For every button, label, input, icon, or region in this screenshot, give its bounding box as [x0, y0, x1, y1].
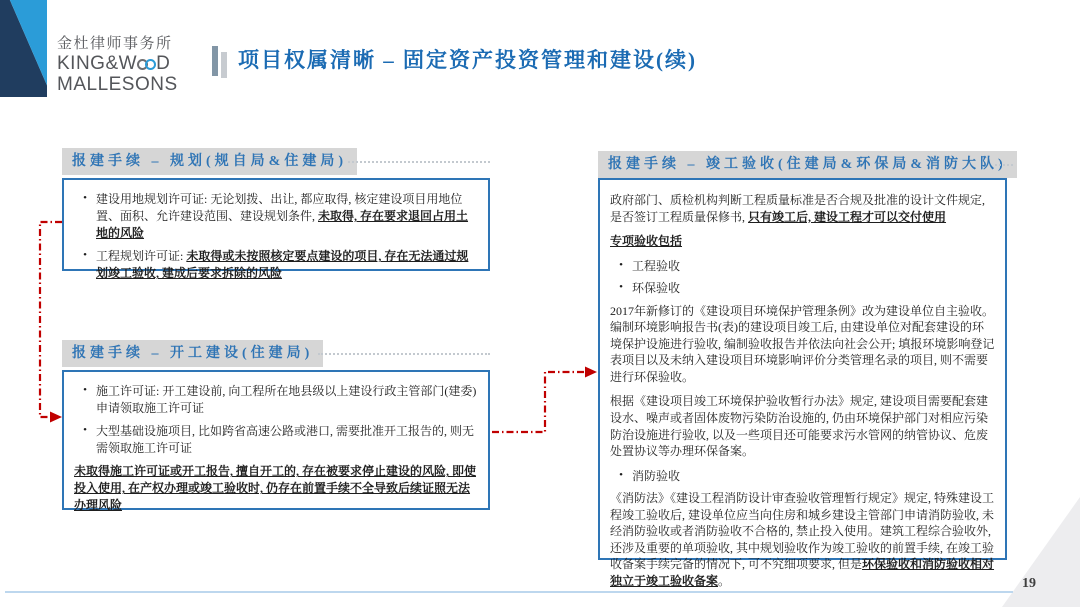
bullet-item [610, 280, 995, 297]
text-segment: 未取得或未按照核定要点建设的项目, 存在无法通过规划竣工验收, 建成后要求拆除的风险 [96, 249, 469, 281]
bullet-item [74, 383, 478, 417]
section-header-construction: 报建手续 – 开工建设(住建局) [62, 340, 323, 367]
text-segment: 《消防法》《建设工程消防设计审查验收管理暂行规定》规定, 特殊建设工程竣工验收后, 建设单位应当向住房和城乡建设主管部门申请消防验收, 未经消防验收或者消防验收不合格的, 禁止投入使用。建筑工程综合验收外, 还涉及重要的单项验收, 其中规划验收作为竣工验收的前置手续, 在竣工验收备案手续完备的情况下, 可不究细项要求, 但是 [610, 491, 995, 572]
bullet-item [74, 191, 478, 242]
bullet-dot-icon: • [83, 384, 87, 396]
bullet-dot-icon: • [83, 249, 87, 262]
bullet-text [96, 191, 478, 242]
acceptance-content [610, 192, 995, 589]
paragraph [610, 303, 995, 386]
bullet-dot-icon: • [619, 468, 623, 481]
bullet-item [74, 423, 478, 457]
bullet-text [96, 248, 478, 282]
text-segment: 。 [718, 573, 731, 588]
title-block [212, 44, 697, 78]
text-segment: 根据《建设项目竣工环境保护验收暂行办法》规定, 建设项目需要配套建设水、噪声或者固体废物污染防治设施的, 仍由环境保护部门对相应污染防治设施进行验收, 以及一些项目还可能要求污水管网的纳管协议、危废处置协议等办理环保备案。 [610, 394, 989, 459]
firm-logo [57, 36, 178, 95]
text-segment: 政府部门、质检机构判断工程质量标准是否合规及批准的设计文件规定, 是否签订工程质量保修书, [610, 193, 986, 224]
text-segment: 专项验收包括 [610, 234, 683, 249]
footer-line [5, 591, 1013, 593]
text-segment: 大型基础设施项目, 比如跨省高速公路或港口, 需要批准开工报告的, 则无需领取施工许可证 [96, 424, 475, 456]
firm-name-chinese: 金杜律师事务所 [57, 35, 173, 52]
text-segment: 工程验收 [632, 258, 681, 273]
bullet-text [96, 423, 478, 457]
construction-bullet-list [74, 383, 478, 457]
page-number: 19 [1022, 576, 1036, 591]
paragraph [610, 192, 995, 225]
paragraph [610, 393, 995, 459]
arrow-construction-to-acceptance [492, 372, 585, 432]
arrowhead-right-icon [585, 367, 597, 378]
bullet-text [632, 280, 995, 297]
text-segment: 施工许可证: 开工建设前, 向工程所在地县级以上建设行政主管部门(建委)申请领取施工许可证 [96, 384, 477, 416]
section-header-acceptance: 报建手续 – 竣工验收(住建局&环保局&消防大队) [598, 151, 1017, 178]
risk-note [74, 463, 478, 514]
dotted-connector3 [995, 164, 1013, 166]
arrow-planning-to-construction [40, 222, 62, 417]
text-segment: 只有竣工后, 建设工程才可以交付使用 [748, 209, 947, 224]
bullet-dot-icon: • [83, 192, 87, 204]
planning-bullet-list [74, 191, 478, 282]
text-segment: 未取得, 存在要求退回占用土地的风险 [96, 209, 469, 241]
title-accent-bar2-icon [221, 52, 227, 78]
bullet-text [632, 258, 995, 275]
arrowhead-down-icon [50, 412, 62, 423]
dotted-connector [348, 161, 490, 163]
bullet-item [610, 468, 995, 485]
text-segment: 工程规划许可证: [96, 249, 187, 264]
content-box-construction [62, 370, 490, 513]
text-segment: 2017年新修订的《建设项目环境保护管理条例》改为建设单位自主验收。编制环境影响报告书(表)的建设项目竣工后, 由建设单位对配套建设的环境保护设施进行验收, 编制验收报告并依法向社会公开; 填报环境影响登记表项目以及未纳入建设项目环境影响评价分类管理名录的项目, 则不需要进行环保验收。 [610, 303, 995, 384]
text-segment: 环保验收和消防验收相对独立于竣工验收备案 [610, 557, 995, 588]
content-box-planning [62, 178, 490, 281]
bullet-item [74, 248, 478, 282]
paragraph [610, 490, 995, 589]
bullet-text [632, 468, 995, 485]
kwm-corner-mark-icon [0, 0, 47, 97]
corner-decoration-bottom-right [1002, 497, 1080, 607]
firm-name-english-line1: KING&W D [57, 52, 171, 74]
section-header-planning: 报建手续 – 规划(规自局&住建局) [62, 148, 357, 175]
bullet-dot-icon: • [83, 424, 87, 437]
paragraph [610, 233, 995, 250]
bullet-item [610, 258, 995, 275]
text-segment: 建设用地规划许可证: 无论划拨、出让, 都应取得, 核定建设项目用地位置、面积、允许建设范围、建设规划条件, [96, 192, 463, 224]
text-segment: 消防验收 [632, 468, 681, 483]
bullet-dot-icon: • [619, 281, 623, 294]
kwm-ring-blue-icon [145, 59, 156, 70]
bullet-text [96, 383, 478, 417]
firm-name-english-line2: MALLESONS [57, 74, 178, 96]
title-accent-bar-icon [212, 46, 218, 76]
content-box-acceptance [598, 178, 1007, 588]
text-segment: 未取得施工许可证或开工报告, 擅自开工的, 存在被要求停止建设的风险, 即使投入使用, 在产权办理或竣工验收时, 仍存在前置手续不全导致后续证照无法办理风险 [74, 464, 477, 513]
bullet-dot-icon: • [619, 258, 623, 271]
dotted-connector2 [318, 353, 490, 355]
page-title: 项目权属清晰 – 固定资产投资管理和建设(续) [238, 48, 697, 72]
text-segment: 环保验收 [632, 281, 681, 296]
